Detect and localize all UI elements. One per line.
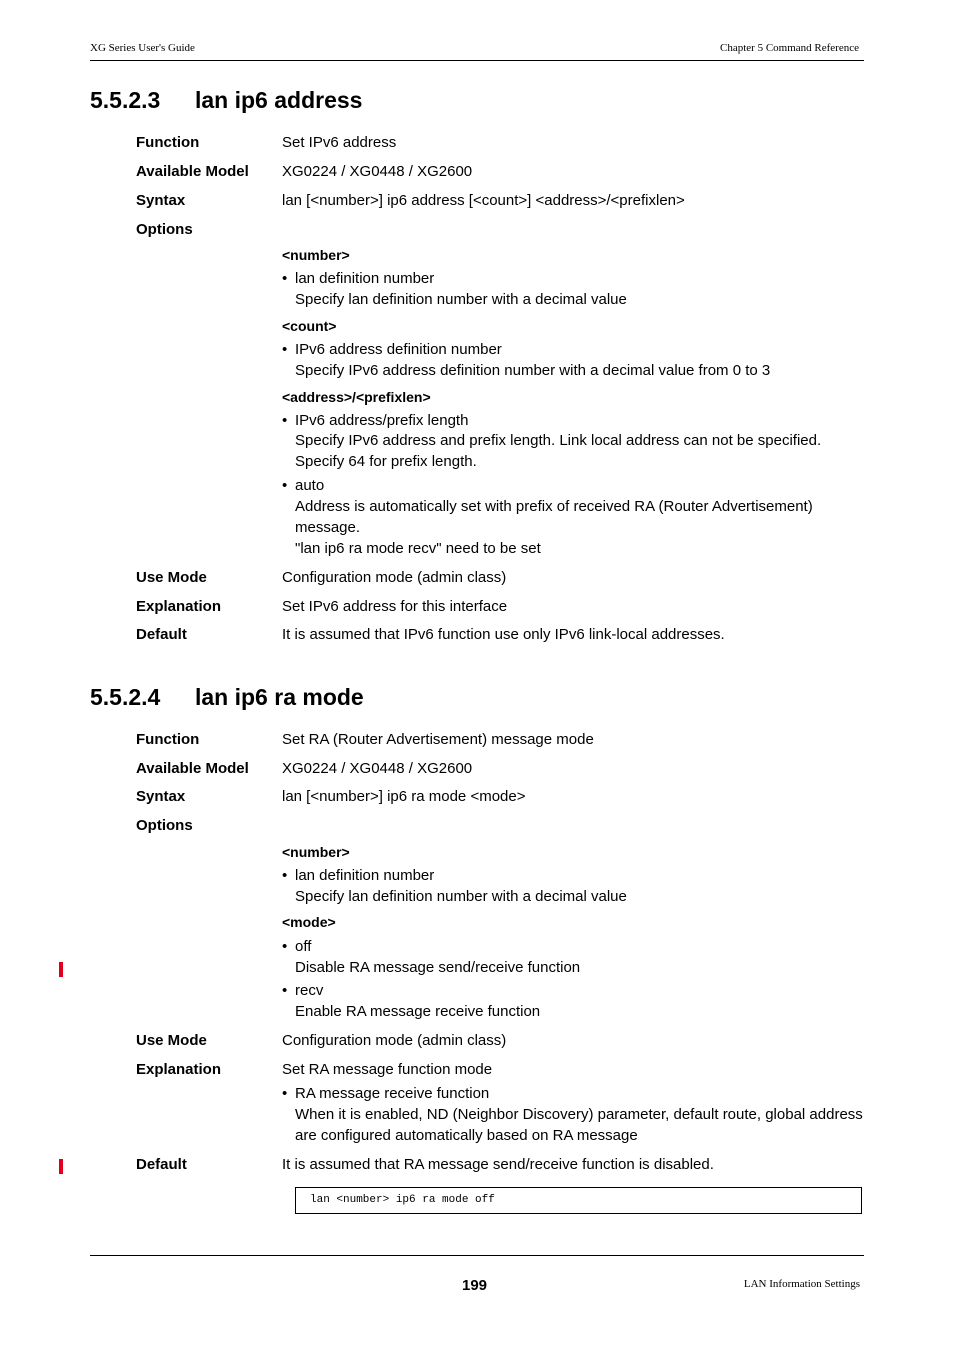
- option-item: • lan definition number: [282, 270, 435, 287]
- option-item: • auto: [282, 477, 325, 494]
- syntax-label: Syntax: [136, 192, 186, 209]
- default-value: It is assumed that IPv6 function use only IPv6 link-local addresses.: [282, 626, 725, 643]
- explanation-description: When it is enabled, ND (Neighbor Discovery) parameter, default route, global address: [295, 1106, 863, 1123]
- change-bar: [59, 1159, 63, 1174]
- code-example-box: [295, 1187, 862, 1214]
- explanation-value: Set RA message function mode: [282, 1061, 493, 1078]
- explanation-description: are configured automatically based on RA message: [295, 1127, 638, 1144]
- use-mode-value: Configuration mode (admin class): [282, 569, 507, 586]
- footer-right: LAN Information Settings: [743, 1278, 860, 1290]
- section-number: 5.5.2.4: [90, 684, 161, 710]
- syntax-value: lan [<number>] ip6 address [<count>] <address>/<prefixlen>: [282, 192, 685, 209]
- available-model-label: Available Model: [136, 163, 249, 180]
- syntax-value: lan [<number>] ip6 ra mode <mode>: [282, 788, 526, 805]
- option-description: Specify IPv6 address definition number with a decimal value from 0 to 3: [295, 362, 771, 379]
- syntax-label: Syntax: [136, 788, 186, 805]
- option-description: Disable RA message send/receive function: [295, 959, 581, 976]
- function-label: Function: [136, 731, 200, 748]
- option-title: <address>/<prefixlen>: [282, 389, 431, 405]
- option-item: • IPv6 address definition number: [282, 341, 502, 358]
- option-item: • off: [282, 938, 312, 955]
- options-label: Options: [136, 221, 193, 238]
- explanation-value: Set IPv6 address for this interface: [282, 598, 508, 615]
- option-description: "lan ip6 ra mode recv" need to be set: [295, 540, 541, 557]
- option-description: Specify lan definition number with a decimal value: [295, 291, 627, 308]
- use-mode-label: Use Mode: [136, 569, 207, 586]
- change-bar: [59, 962, 63, 977]
- option-title: <mode>: [282, 914, 336, 930]
- option-title: <number>: [282, 844, 350, 860]
- explanation-label: Explanation: [136, 1061, 222, 1078]
- option-item: • recv: [282, 982, 324, 999]
- section-title: lan ip6 ra mode: [195, 684, 364, 710]
- page-number: 199: [462, 1277, 488, 1294]
- available-model-value: XG0224 / XG0448 / XG2600: [282, 760, 473, 777]
- option-description: Address is automatically set with prefix of received RA (Router Advertisement): [295, 498, 813, 515]
- code-example: lan <number> ip6 ra mode off: [310, 1194, 495, 1206]
- header-left: XG Series User's Guide: [90, 42, 195, 54]
- option-description: message.: [295, 519, 361, 536]
- default-value: It is assumed that RA message send/receive function is disabled.: [282, 1156, 714, 1173]
- section-number: 5.5.2.3: [90, 87, 161, 113]
- option-description: Specify 64 for prefix length.: [295, 453, 477, 470]
- explanation-label: Explanation: [136, 598, 222, 615]
- function-value: Set RA (Router Advertisement) message mode: [282, 731, 594, 748]
- explanation-item: • RA message receive function: [282, 1085, 490, 1102]
- default-label: Default: [136, 1156, 187, 1173]
- function-label: Function: [136, 134, 200, 151]
- section-title: lan ip6 address: [195, 87, 363, 113]
- use-mode-label: Use Mode: [136, 1032, 207, 1049]
- header-right: Chapter 5 Command Reference: [720, 42, 859, 54]
- section-heading-lan-ip6-address: [90, 87, 362, 114]
- function-value: Set IPv6 address: [282, 134, 397, 151]
- use-mode-value: Configuration mode (admin class): [282, 1032, 507, 1049]
- option-title: <number>: [282, 247, 350, 263]
- section-heading-lan-ip6-ra-mode: [90, 684, 364, 711]
- available-model-label: Available Model: [136, 760, 249, 777]
- header-rule: [90, 60, 864, 61]
- option-item: • lan definition number: [282, 867, 435, 884]
- option-title: <count>: [282, 318, 337, 334]
- options-label: Options: [136, 817, 193, 834]
- available-model-value: XG0224 / XG0448 / XG2600: [282, 163, 473, 180]
- option-description: Specify lan definition number with a decimal value: [295, 888, 627, 905]
- default-label: Default: [136, 626, 187, 643]
- footer-rule: [90, 1255, 864, 1256]
- option-item: • IPv6 address/prefix length: [282, 412, 469, 429]
- option-description: Enable RA message receive function: [295, 1003, 541, 1020]
- option-description: Specify IPv6 address and prefix length. Link local address can not be specified.: [295, 432, 822, 449]
